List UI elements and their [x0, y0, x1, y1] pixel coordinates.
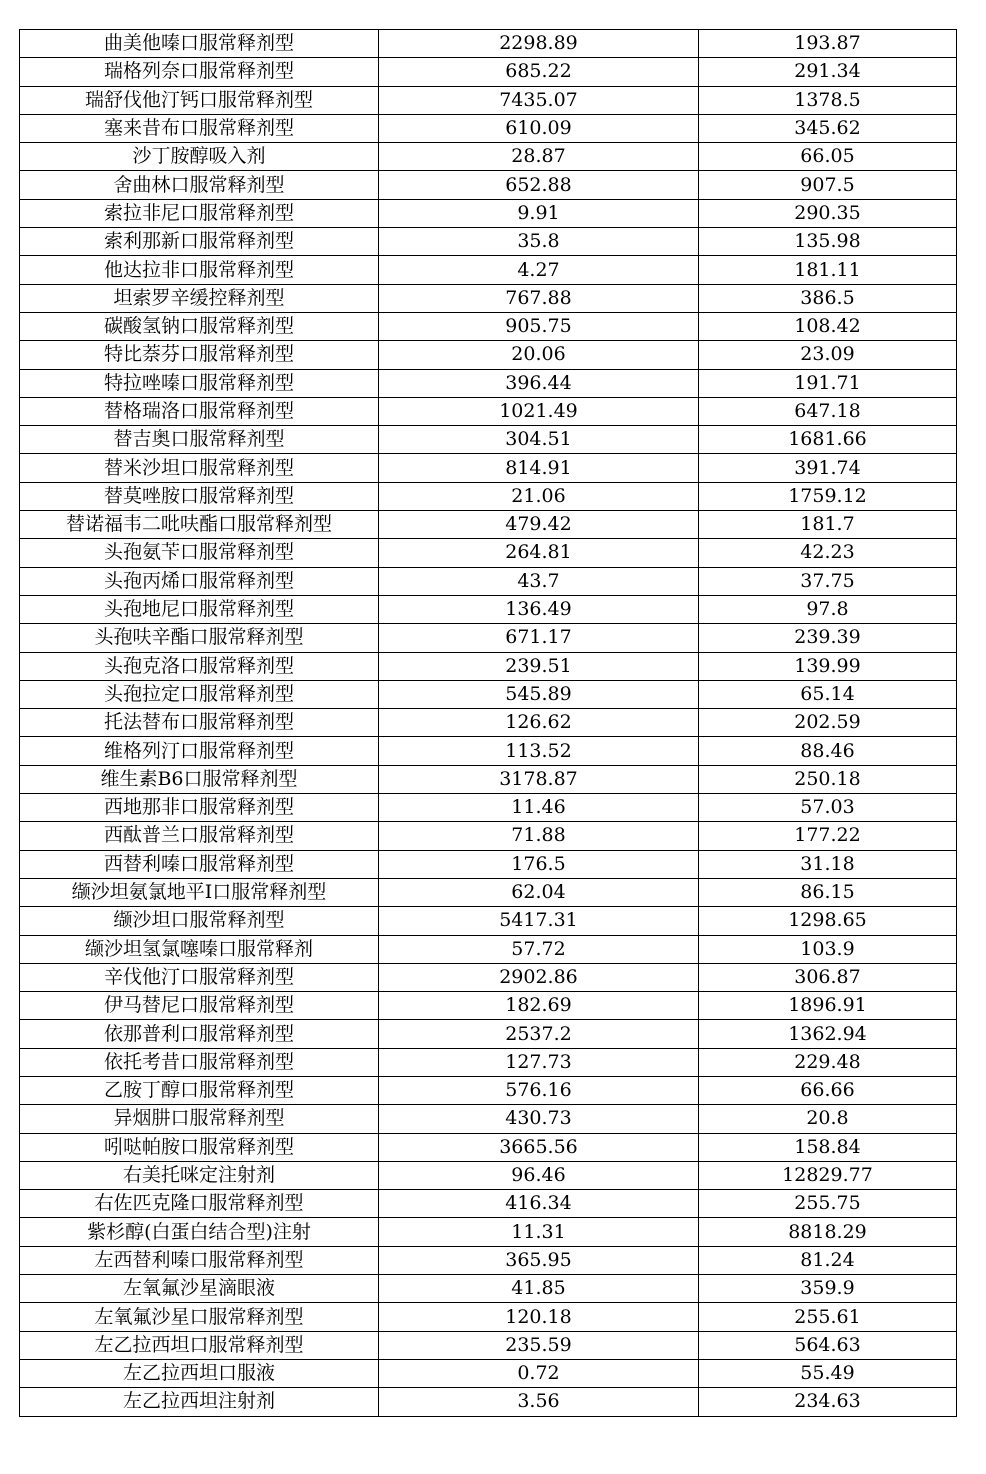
drug-price-table [19, 29, 957, 1417]
value-2-cell: 250.18 [699, 765, 957, 793]
value-1-cell: 113.52 [379, 737, 699, 765]
value-1-cell: 43.7 [379, 567, 699, 595]
value-2-cell: 31.18 [699, 850, 957, 878]
value-2-cell: 193.87 [699, 30, 957, 58]
drug-name-cell: 替莫唑胺口服常释剂型 [20, 482, 379, 510]
table-row [20, 709, 957, 737]
drug-name-cell: 索拉非尼口服常释剂型 [20, 199, 379, 227]
table-body [20, 30, 957, 1417]
table-row [20, 1048, 957, 1076]
value-1-cell: 0.72 [379, 1359, 699, 1387]
value-2-cell: 81.24 [699, 1246, 957, 1274]
value-1-cell: 4.27 [379, 256, 699, 284]
value-1-cell: 20.06 [379, 341, 699, 369]
drug-name-cell: 头孢地尼口服常释剂型 [20, 595, 379, 623]
drug-name-cell: 左西替利嗪口服常释剂型 [20, 1246, 379, 1274]
value-1-cell: 35.8 [379, 228, 699, 256]
drug-name-cell: 替诺福韦二吡呋酯口服常释剂型 [20, 511, 379, 539]
drug-name-cell: 坦索罗辛缓控释剂型 [20, 284, 379, 312]
table-row [20, 1359, 957, 1387]
value-1-cell: 610.09 [379, 114, 699, 142]
value-1-cell: 176.5 [379, 850, 699, 878]
value-1-cell: 5417.31 [379, 907, 699, 935]
drug-name-cell: 乙胺丁醇口服常释剂型 [20, 1076, 379, 1104]
drug-name-cell: 舍曲林口服常释剂型 [20, 171, 379, 199]
value-1-cell: 62.04 [379, 878, 699, 906]
value-2-cell: 391.74 [699, 454, 957, 482]
table-row [20, 878, 957, 906]
value-1-cell: 96.46 [379, 1161, 699, 1189]
table-row [20, 426, 957, 454]
drug-name-cell: 依托考昔口服常释剂型 [20, 1048, 379, 1076]
value-1-cell: 120.18 [379, 1303, 699, 1331]
value-2-cell: 1362.94 [699, 1020, 957, 1048]
value-2-cell: 97.8 [699, 595, 957, 623]
table-row [20, 341, 957, 369]
drug-name-cell: 西地那非口服常释剂型 [20, 794, 379, 822]
value-2-cell: 255.75 [699, 1190, 957, 1218]
drug-name-cell: 左乙拉西坦注射剂 [20, 1388, 379, 1416]
value-1-cell: 767.88 [379, 284, 699, 312]
table-row [20, 595, 957, 623]
table-row [20, 1331, 957, 1359]
drug-name-cell: 缬沙坦口服常释剂型 [20, 907, 379, 935]
value-2-cell: 177.22 [699, 822, 957, 850]
table-row [20, 1133, 957, 1161]
table-row [20, 284, 957, 312]
drug-name-cell: 异烟肼口服常释剂型 [20, 1105, 379, 1133]
value-2-cell: 42.23 [699, 539, 957, 567]
value-2-cell: 103.9 [699, 935, 957, 963]
value-2-cell: 1759.12 [699, 482, 957, 510]
table-row [20, 1275, 957, 1303]
table-row [20, 1161, 957, 1189]
value-1-cell: 3665.56 [379, 1133, 699, 1161]
table-row [20, 1076, 957, 1104]
drug-name-cell: 索利那新口服常释剂型 [20, 228, 379, 256]
value-2-cell: 8818.29 [699, 1218, 957, 1246]
document-page [19, 29, 956, 1417]
value-2-cell: 65.14 [699, 680, 957, 708]
table-row [20, 1218, 957, 1246]
value-1-cell: 127.73 [379, 1048, 699, 1076]
drug-name-cell: 他达拉非口服常释剂型 [20, 256, 379, 284]
value-1-cell: 126.62 [379, 709, 699, 737]
value-1-cell: 2902.86 [379, 963, 699, 991]
value-2-cell: 135.98 [699, 228, 957, 256]
value-2-cell: 108.42 [699, 312, 957, 340]
value-2-cell: 1298.65 [699, 907, 957, 935]
drug-name-cell: 瑞舒伐他汀钙口服常释剂型 [20, 86, 379, 114]
value-1-cell: 814.91 [379, 454, 699, 482]
value-2-cell: 345.62 [699, 114, 957, 142]
value-2-cell: 239.39 [699, 624, 957, 652]
value-2-cell: 23.09 [699, 341, 957, 369]
table-row [20, 86, 957, 114]
value-1-cell: 235.59 [379, 1331, 699, 1359]
value-1-cell: 905.75 [379, 312, 699, 340]
table-row [20, 1246, 957, 1274]
value-2-cell: 359.9 [699, 1275, 957, 1303]
drug-name-cell: 左乙拉西坦口服常释剂型 [20, 1331, 379, 1359]
drug-name-cell: 碳酸氢钠口服常释剂型 [20, 312, 379, 340]
table-row [20, 992, 957, 1020]
drug-name-cell: 头孢拉定口服常释剂型 [20, 680, 379, 708]
value-2-cell: 386.5 [699, 284, 957, 312]
table-row [20, 30, 957, 58]
value-1-cell: 416.34 [379, 1190, 699, 1218]
table-row [20, 1105, 957, 1133]
table-row [20, 454, 957, 482]
table-row [20, 312, 957, 340]
value-1-cell: 2537.2 [379, 1020, 699, 1048]
value-2-cell: 181.7 [699, 511, 957, 539]
value-2-cell: 647.18 [699, 397, 957, 425]
value-2-cell: 139.99 [699, 652, 957, 680]
value-1-cell: 71.88 [379, 822, 699, 850]
value-2-cell: 181.11 [699, 256, 957, 284]
table-row [20, 1020, 957, 1048]
drug-name-cell: 左氧氟沙星口服常释剂型 [20, 1303, 379, 1331]
drug-name-cell: 维生素B6口服常释剂型 [20, 765, 379, 793]
drug-name-cell: 紫杉醇(白蛋白结合型)注射 [20, 1218, 379, 1246]
value-2-cell: 191.71 [699, 369, 957, 397]
drug-name-cell: 头孢氨苄口服常释剂型 [20, 539, 379, 567]
value-1-cell: 365.95 [379, 1246, 699, 1274]
drug-name-cell: 替吉奥口服常释剂型 [20, 426, 379, 454]
value-2-cell: 234.63 [699, 1388, 957, 1416]
value-1-cell: 685.22 [379, 58, 699, 86]
drug-name-cell: 维格列汀口服常释剂型 [20, 737, 379, 765]
table-row [20, 1303, 957, 1331]
value-1-cell: 545.89 [379, 680, 699, 708]
table-row [20, 539, 957, 567]
value-2-cell: 306.87 [699, 963, 957, 991]
table-row [20, 143, 957, 171]
value-1-cell: 1021.49 [379, 397, 699, 425]
table-row [20, 737, 957, 765]
drug-name-cell: 瑞格列奈口服常释剂型 [20, 58, 379, 86]
table-row [20, 228, 957, 256]
table-row [20, 1388, 957, 1416]
table-row [20, 1190, 957, 1218]
drug-name-cell: 沙丁胺醇吸入剂 [20, 143, 379, 171]
value-1-cell: 479.42 [379, 511, 699, 539]
table-row [20, 397, 957, 425]
value-2-cell: 290.35 [699, 199, 957, 227]
table-row [20, 199, 957, 227]
drug-name-cell: 托法替布口服常释剂型 [20, 709, 379, 737]
drug-name-cell: 辛伐他汀口服常释剂型 [20, 963, 379, 991]
value-1-cell: 264.81 [379, 539, 699, 567]
drug-name-cell: 替米沙坦口服常释剂型 [20, 454, 379, 482]
value-1-cell: 652.88 [379, 171, 699, 199]
drug-name-cell: 西替利嗪口服常释剂型 [20, 850, 379, 878]
value-1-cell: 576.16 [379, 1076, 699, 1104]
drug-name-cell: 缬沙坦氨氯地平Ⅰ口服常释剂型 [20, 878, 379, 906]
table-row [20, 850, 957, 878]
value-2-cell: 20.8 [699, 1105, 957, 1133]
drug-name-cell: 右美托咪定注射剂 [20, 1161, 379, 1189]
value-2-cell: 12829.77 [699, 1161, 957, 1189]
table-row [20, 794, 957, 822]
table-row [20, 765, 957, 793]
value-1-cell: 2298.89 [379, 30, 699, 58]
value-1-cell: 136.49 [379, 595, 699, 623]
value-2-cell: 1681.66 [699, 426, 957, 454]
table-row [20, 963, 957, 991]
value-1-cell: 7435.07 [379, 86, 699, 114]
drug-name-cell: 头孢克洛口服常释剂型 [20, 652, 379, 680]
value-1-cell: 396.44 [379, 369, 699, 397]
value-1-cell: 239.51 [379, 652, 699, 680]
drug-name-cell: 塞来昔布口服常释剂型 [20, 114, 379, 142]
table-row [20, 907, 957, 935]
drug-name-cell: 伊马替尼口服常释剂型 [20, 992, 379, 1020]
value-2-cell: 229.48 [699, 1048, 957, 1076]
value-2-cell: 564.63 [699, 1331, 957, 1359]
value-2-cell: 255.61 [699, 1303, 957, 1331]
drug-name-cell: 头孢呋辛酯口服常释剂型 [20, 624, 379, 652]
value-1-cell: 182.69 [379, 992, 699, 1020]
value-1-cell: 3178.87 [379, 765, 699, 793]
drug-name-cell: 西酞普兰口服常释剂型 [20, 822, 379, 850]
drug-name-cell: 特比萘芬口服常释剂型 [20, 341, 379, 369]
value-2-cell: 202.59 [699, 709, 957, 737]
value-1-cell: 3.56 [379, 1388, 699, 1416]
table-row [20, 511, 957, 539]
table-row [20, 680, 957, 708]
table-row [20, 652, 957, 680]
value-2-cell: 907.5 [699, 171, 957, 199]
drug-name-cell: 右佐匹克隆口服常释剂型 [20, 1190, 379, 1218]
value-2-cell: 66.05 [699, 143, 957, 171]
value-2-cell: 88.46 [699, 737, 957, 765]
value-2-cell: 66.66 [699, 1076, 957, 1104]
table-row [20, 171, 957, 199]
value-1-cell: 57.72 [379, 935, 699, 963]
drug-name-cell: 吲哒帕胺口服常释剂型 [20, 1133, 379, 1161]
value-2-cell: 158.84 [699, 1133, 957, 1161]
table-row [20, 822, 957, 850]
value-1-cell: 671.17 [379, 624, 699, 652]
value-1-cell: 11.31 [379, 1218, 699, 1246]
value-2-cell: 1896.91 [699, 992, 957, 1020]
table-row [20, 114, 957, 142]
value-1-cell: 21.06 [379, 482, 699, 510]
drug-name-cell: 左氧氟沙星滴眼液 [20, 1275, 379, 1303]
value-1-cell: 9.91 [379, 199, 699, 227]
drug-name-cell: 缬沙坦氢氯噻嗪口服常释剂 [20, 935, 379, 963]
drug-name-cell: 依那普利口服常释剂型 [20, 1020, 379, 1048]
drug-name-cell: 曲美他嗪口服常释剂型 [20, 30, 379, 58]
value-2-cell: 1378.5 [699, 86, 957, 114]
drug-name-cell: 替格瑞洛口服常释剂型 [20, 397, 379, 425]
table-row [20, 567, 957, 595]
table-row [20, 624, 957, 652]
value-1-cell: 41.85 [379, 1275, 699, 1303]
table-row [20, 256, 957, 284]
value-2-cell: 37.75 [699, 567, 957, 595]
value-1-cell: 430.73 [379, 1105, 699, 1133]
table-row [20, 482, 957, 510]
table-row [20, 58, 957, 86]
table-row [20, 935, 957, 963]
value-2-cell: 291.34 [699, 58, 957, 86]
value-2-cell: 86.15 [699, 878, 957, 906]
value-1-cell: 304.51 [379, 426, 699, 454]
drug-name-cell: 特拉唑嗪口服常释剂型 [20, 369, 379, 397]
drug-name-cell: 左乙拉西坦口服液 [20, 1359, 379, 1387]
value-2-cell: 55.49 [699, 1359, 957, 1387]
value-1-cell: 11.46 [379, 794, 699, 822]
drug-name-cell: 头孢丙烯口服常释剂型 [20, 567, 379, 595]
table-row [20, 369, 957, 397]
value-2-cell: 57.03 [699, 794, 957, 822]
value-1-cell: 28.87 [379, 143, 699, 171]
